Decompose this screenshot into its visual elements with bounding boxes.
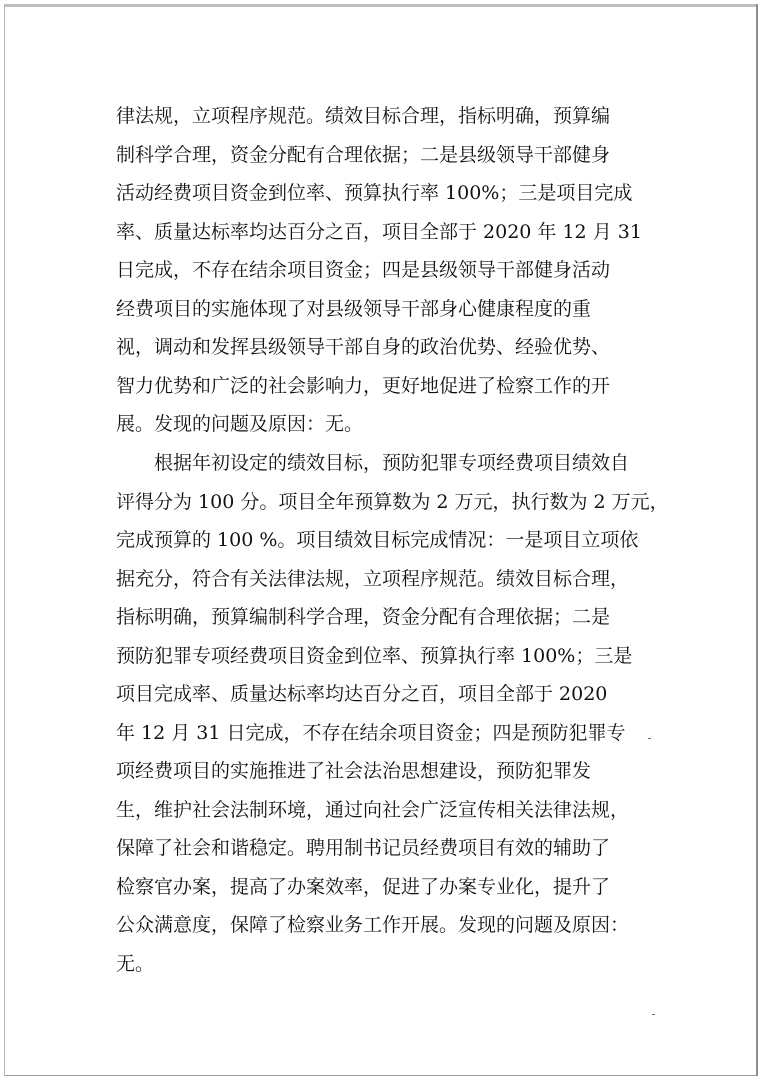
paragraph-2-line: 生，维护社会法制环境，通过向社会广泛宣传相关法律法规， (116, 798, 630, 821)
scan-speck (652, 1014, 655, 1015)
page-border-left (4, 4, 5, 1076)
page-border-right (756, 4, 758, 1076)
paragraph-2-line: 公众满意度，保障了检察业务工作开展。发现的问题及原因： (116, 914, 630, 936)
paragraph-2-line: 检察官办案，提高了办案效率，促进了办案专业化，提升了 (116, 875, 611, 898)
paragraph-1-line: 律法规，立项程序规范。绩效目标合理，指标明确，预算编 (116, 105, 611, 127)
paragraph-2-line: 项目完成率、质量达标率均达百分之百，项目全部于 2020 (116, 683, 608, 705)
paragraph-2-line: 评得分为 100 分。项目全年预算数为 2 万元，执行数为 2 万元， (116, 490, 669, 513)
scan-speck (648, 738, 651, 739)
paragraph-2-line: 无。 (116, 952, 155, 975)
paragraph-1-line: 视，调动和发挥县级领导干部自身的政治优势、经验优势、 (116, 336, 611, 358)
paragraph-1-line: 展。发现的问题及原因：无。 (116, 413, 364, 435)
paragraph-2-line: 据充分，符合有关法律法规，立项程序规范。绩效目标合理， (116, 567, 630, 590)
paragraph-2-line: 根据年初设定的绩效目标，预防犯罪专项经费项目绩效自 (154, 452, 630, 474)
paragraph-2-line: 预防犯罪专项经费项目资金到位率、预算执行率 100%；三是 (116, 644, 633, 667)
paragraph-1-line: 日完成，不存在结余项目资金；四是县级领导干部健身活动 (116, 259, 611, 281)
paragraph-1-line: 制科学合理，资金分配有合理依据；二是县级领导干部健身 (116, 143, 611, 166)
paragraph-2 (116, 444, 669, 983)
paragraph-2-line: 指标明确，预算编制科学合理，资金分配有合理依据；二是 (116, 606, 611, 628)
page-border-top (4, 4, 758, 7)
paragraph-2-line: 项经费项目的实施推进了社会法治思想建设，预防犯罪发 (116, 760, 592, 782)
paragraph-1-line: 智力优势和广泛的社会影响力，更好地促进了检察工作的开 (116, 374, 611, 397)
paragraph-1-line: 活动经费项目资金到位率、预算执行率 100%；三是项目完成 (116, 182, 633, 204)
paragraph-2-line: 年 12 月 31 日完成，不存在结余项目资金；四是预防犯罪专 (116, 721, 626, 744)
paragraph-2-line: 保障了社会和谐稳定。聘用制书记员经费项目有效的辅助了 (116, 837, 611, 859)
paragraph-1-line: 率、质量达标率均达百分之百，项目全部于 2020 年 12 月 31 (116, 220, 642, 243)
paragraph-1-line: 经费项目的实施体现了对县级领导干部身心健康程度的重 (116, 297, 592, 320)
paragraph-1 (116, 97, 658, 444)
paragraph-2-line: 完成预算的 100 %。项目绩效目标完成情况：一是项目立项依 (116, 529, 639, 551)
